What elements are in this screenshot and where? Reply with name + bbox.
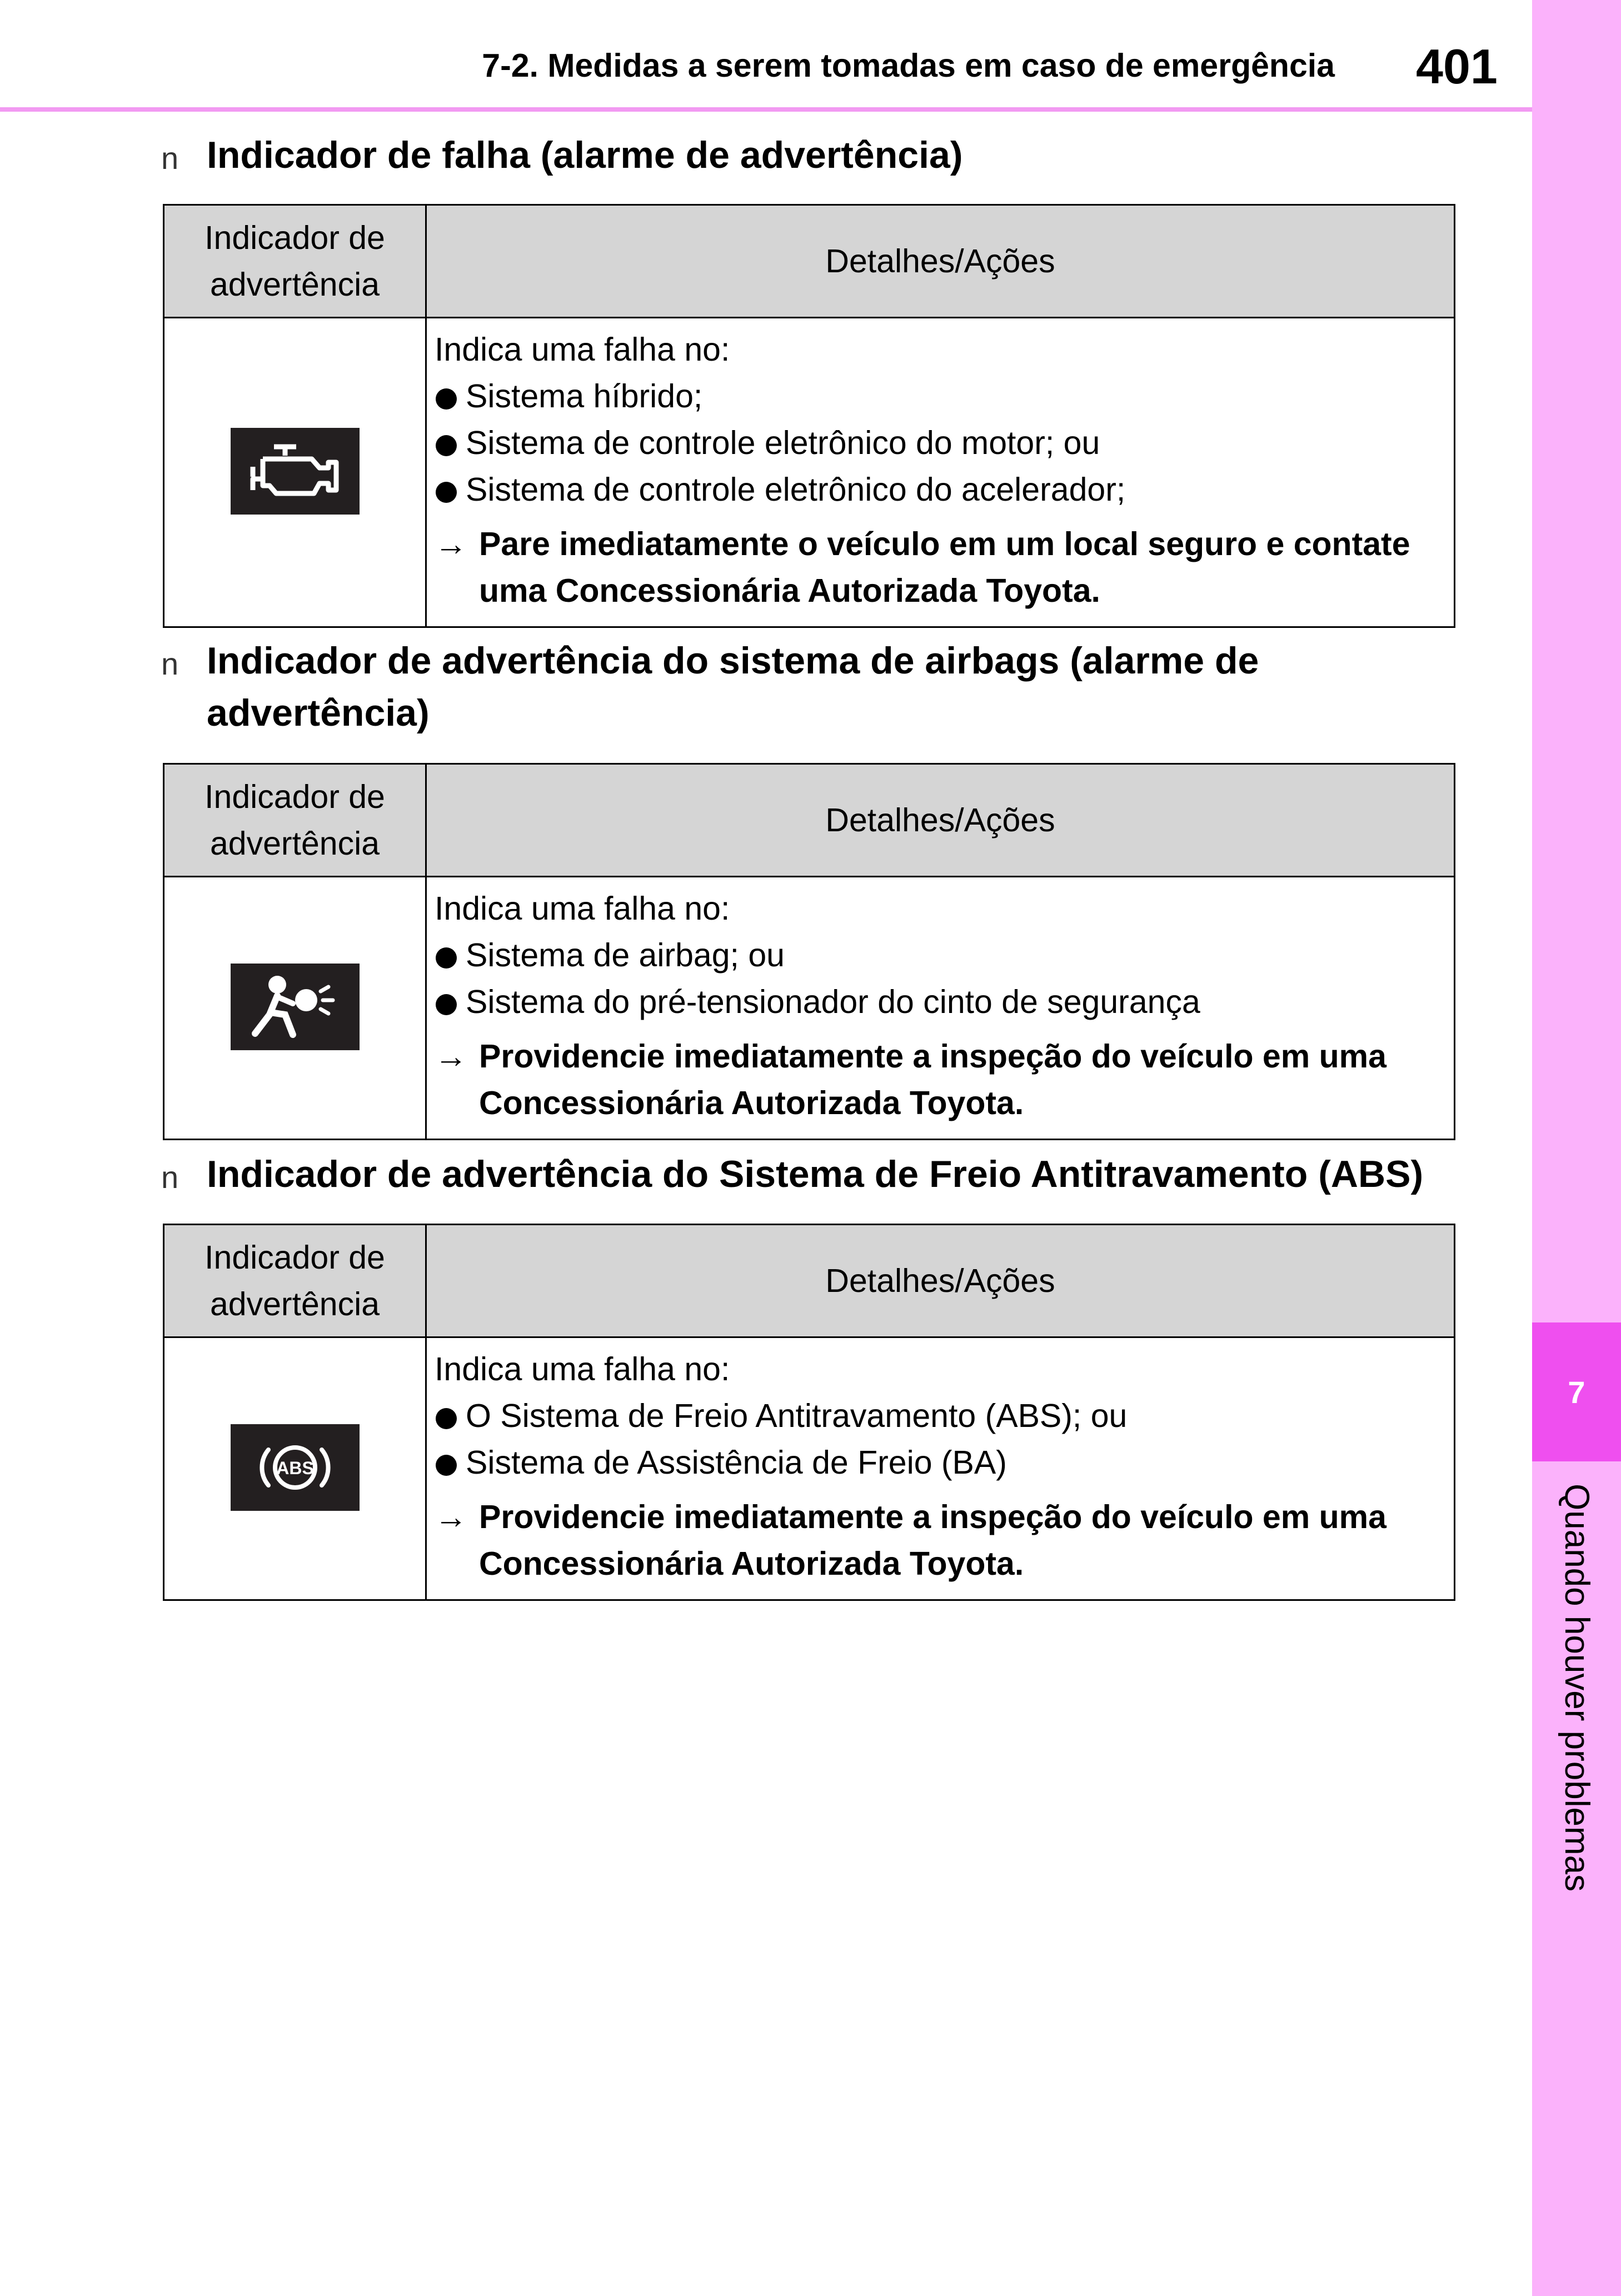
- section-heading-abs: [161, 1148, 1467, 1200]
- icon-cell: [164, 318, 426, 627]
- list-item: Sistema de Assistência de Freio (BA): [435, 1439, 1446, 1486]
- header-details: Detalhes/Ações: [426, 1225, 1455, 1337]
- list-item: Sistema híbrido;: [435, 373, 1446, 420]
- list-item: O Sistema de Freio Antitravamento (ABS); ou: [435, 1392, 1446, 1439]
- chapter-number-box: [1532, 1322, 1621, 1461]
- list-item: Sistema de controle eletrônico do acelerador;: [435, 466, 1446, 513]
- header-indicator: Indicador de advertência: [164, 764, 426, 877]
- action-label: Pare imediatamente o veículo em um local seguro e contate uma Concessionária Autorizada Toyota.: [479, 526, 1410, 609]
- warning-table-airbag: [163, 763, 1455, 1140]
- page-number: 401: [1416, 39, 1498, 94]
- table-row: [164, 877, 1455, 1140]
- table-row: [164, 1337, 1455, 1600]
- section-heading-text: Indicador de advertência do sistema de airbags (alarme de advertência): [207, 640, 1259, 734]
- details-intro: Indica uma falha no:: [435, 1351, 730, 1387]
- details-cell: [426, 318, 1455, 627]
- header-indicator: Indicador de advertência: [164, 1225, 426, 1337]
- header-indicator: Indicador de advertência: [164, 205, 426, 318]
- check-engine-icon: [231, 428, 360, 515]
- header-divider: [0, 107, 1532, 112]
- table-header-row: [164, 205, 1455, 318]
- chapter-number: 7: [1568, 1374, 1585, 1410]
- section-bullet: n: [161, 646, 179, 681]
- abs-icon-text: ABS: [276, 1458, 314, 1478]
- arrow-icon: →: [435, 1038, 467, 1075]
- section-heading-text: Indicador de falha (alarme de advertência): [207, 134, 963, 176]
- details-cell: [426, 877, 1455, 1140]
- action-label: Providencie imediatamente a inspeção do veículo em uma Concessionária Autorizada Toyota.: [479, 1038, 1386, 1121]
- table-header-row: [164, 1225, 1455, 1337]
- list-item: Sistema do pré-tensionador do cinto de segurança: [435, 979, 1446, 1025]
- details-intro: Indica uma falha no:: [435, 890, 730, 927]
- action-text: [435, 1033, 1446, 1126]
- header-details: Detalhes/Ações: [426, 764, 1455, 877]
- table-header-row: [164, 764, 1455, 877]
- action-label: Providencie imediatamente a inspeção do veículo em uma Concessionária Autorizada Toyota.: [479, 1499, 1386, 1582]
- details-cell: [426, 1337, 1455, 1600]
- airbag-icon: [231, 964, 360, 1050]
- section-bullet: n: [161, 1160, 179, 1195]
- action-text: [435, 521, 1446, 614]
- list-item: Sistema de airbag; ou: [435, 932, 1446, 979]
- chapter-label: Quando houver problemas: [1558, 1484, 1596, 1892]
- list-item: Sistema de controle eletrônico do motor; ou: [435, 420, 1446, 466]
- header-section-title: 7-2. Medidas a serem tomadas em caso de emergência: [482, 47, 1335, 84]
- section-heading-text: Indicador de advertência do Sistema de Freio Antitravamento (ABS): [207, 1153, 1424, 1195]
- table-row: [164, 318, 1455, 627]
- arrow-icon: →: [435, 1499, 467, 1535]
- icon-cell: [164, 1337, 426, 1600]
- warning-table-malfunction: [163, 204, 1455, 628]
- action-text: [435, 1494, 1446, 1587]
- header-details: Detalhes/Ações: [426, 205, 1455, 318]
- section-heading-malfunction: [161, 129, 1467, 181]
- abs-icon: [231, 1424, 360, 1511]
- details-intro: Indica uma falha no:: [435, 331, 730, 368]
- section-bullet: n: [161, 141, 179, 176]
- chapter-side-tab: [1532, 0, 1621, 2296]
- section-heading-airbag: [161, 635, 1467, 739]
- arrow-icon: →: [435, 526, 467, 562]
- icon-cell: [164, 877, 426, 1140]
- warning-table-abs: [163, 1224, 1455, 1601]
